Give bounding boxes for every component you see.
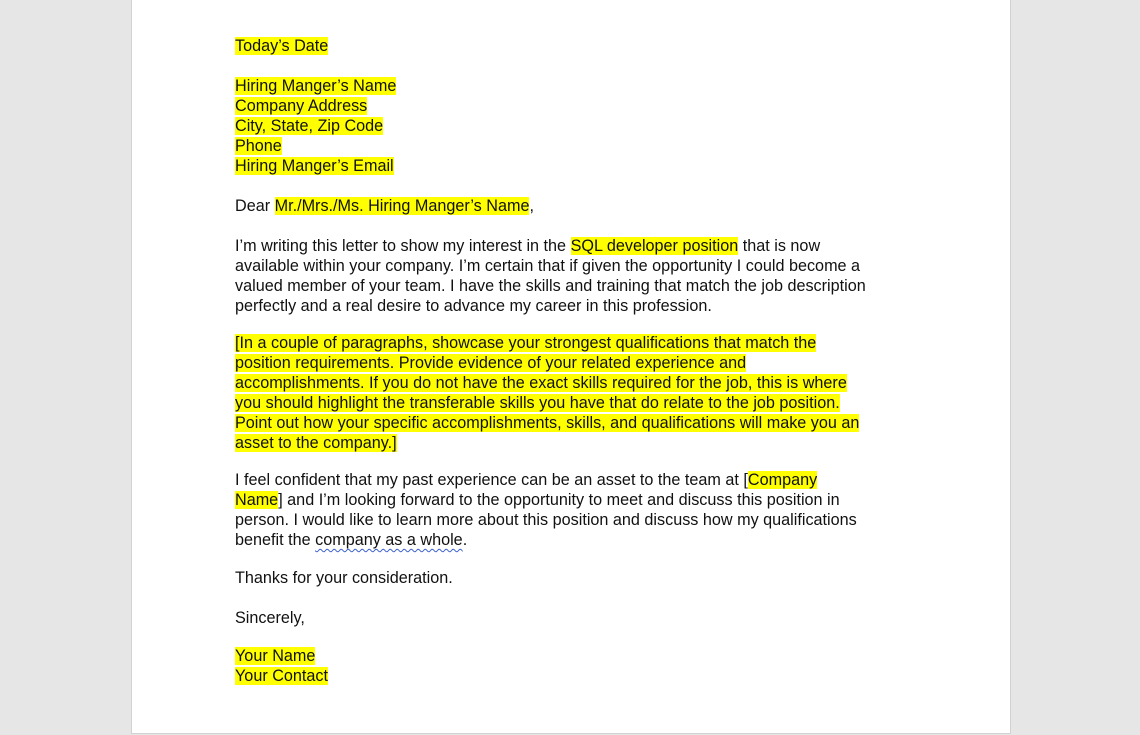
paragraph-intro [235,236,935,316]
paragraph-line [235,393,935,413]
placeholder-text: asset to the company.] [235,434,397,452]
paragraph-line [235,530,935,550]
paragraph-line: available within your company. I’m certain that if given the opportunity I could become a [235,257,861,275]
paragraph-line [235,236,935,256]
recipient-phone: Phone [235,137,282,155]
recipient-email-line [235,156,935,176]
paragraph-qualifications [235,333,935,453]
paragraph-line: perfectly and a real desire to advance my career in this profession. [235,297,712,315]
placeholder-text: position requirements. Provide evidence of your related experience and [235,354,747,372]
signature-contact: Your Contact [235,667,328,685]
paragraph-line [235,470,935,490]
closing-line: Sincerely, [235,609,305,627]
paragraph-line [235,333,935,353]
text-run: that is now [738,237,821,255]
date-field: Today’s Date [235,37,329,55]
paragraph-line [235,353,935,373]
recipient-name: Hiring Manger’s Name [235,77,397,95]
company-field: Name [235,491,279,509]
placeholder-text: you should highlight the transferable skills you have that do relate to the job position. [235,394,840,412]
placeholder-text: accomplishments. If you do not have the exact skills required for the job, this is where [235,374,847,392]
text-run: ] and I’m looking forward to the opportunity to meet and discuss this position in [278,491,840,509]
text-run: I feel confident that my past experience can be an asset to the team at [ [235,471,748,489]
recipient-city-line [235,116,935,136]
text-run: I’m writing this letter to show my interest in the [235,237,571,255]
recipient-address: Company Address [235,97,368,115]
salutation-name: Mr./Mrs./Ms. Hiring Manger’s Name [274,197,530,215]
company-field: Company [747,471,818,489]
signature-contact-line [235,666,935,686]
paragraph-line: person. I would like to learn more about this position and discuss how my qualifications [235,511,857,529]
recipient-address-line [235,96,935,116]
recipient-email: Hiring Manger’s Email [235,157,394,175]
salutation [235,196,935,216]
grammar-suggestion[interactable]: company as a whole [315,531,463,549]
paragraph-line [235,413,935,433]
document-page [131,0,1011,734]
placeholder-text: Point out how your specific accomplishments, skills, and qualifications will make you an [235,414,860,432]
signature-name-line [235,646,935,666]
paragraph-line [235,433,935,453]
letter-body[interactable] [235,36,935,686]
thanks-line: Thanks for your consideration. [235,569,453,587]
recipient-city: City, State, Zip Code [235,117,384,135]
recipient-phone-line [235,136,935,156]
text-run: . [462,531,468,549]
paragraph-line: valued member of your team. I have the skills and training that match the job description [235,277,866,295]
placeholder-text: [In a couple of paragraphs, showcase your strongest qualifications that match the [235,334,817,352]
salutation-suffix: , [529,197,534,215]
text-run: benefit the [235,531,316,549]
paragraph-line [235,490,935,510]
paragraph-line [235,373,935,393]
signature-name: Your Name [235,647,316,665]
recipient-name-line [235,76,935,96]
date-line [235,36,935,56]
position-field: SQL developer position [570,237,739,255]
paragraph-closing [235,470,935,550]
salutation-prefix: Dear [235,197,275,215]
